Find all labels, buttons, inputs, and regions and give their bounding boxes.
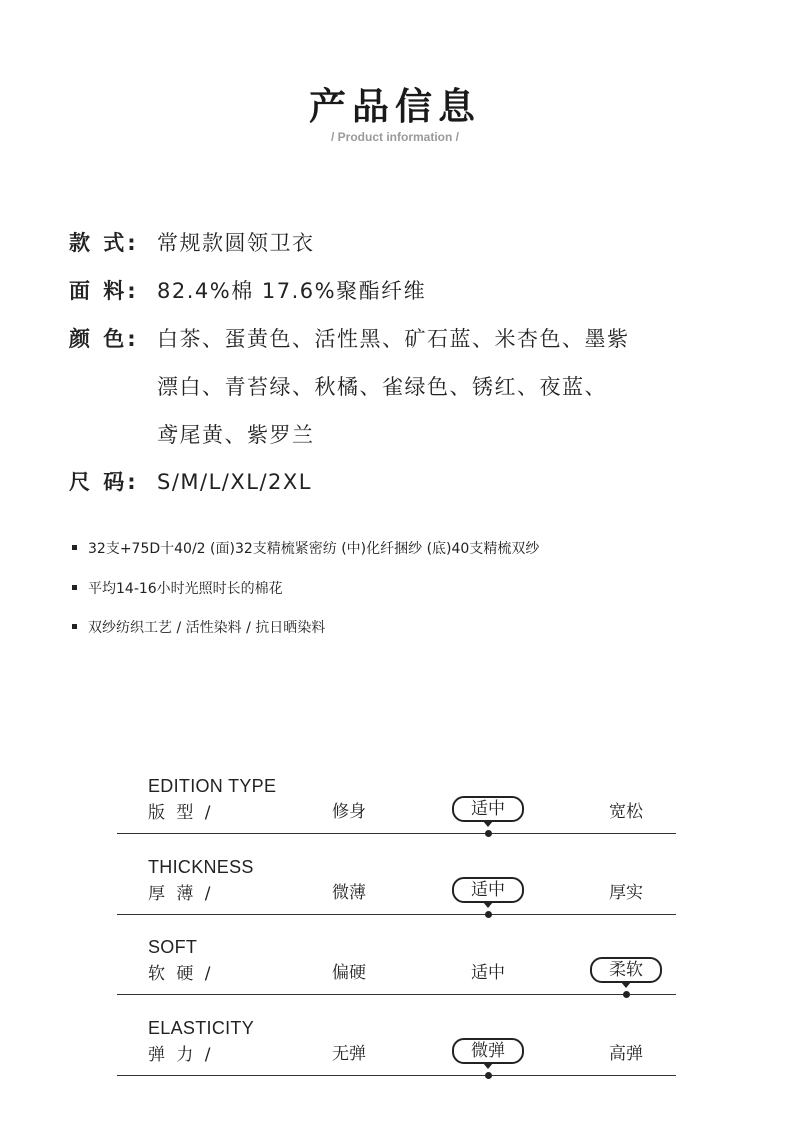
scale-divider [117, 914, 676, 915]
scale-divider [117, 833, 676, 834]
scale-option-selected: 柔软 [590, 957, 662, 983]
scale-thickness [117, 855, 676, 935]
bullet-dot-icon [72, 624, 77, 629]
scale-title-en: SOFT [148, 937, 198, 957]
spec-colors-row [69, 327, 719, 447]
scale-marker-dot [485, 830, 492, 837]
spec-style-label: 款 式: [69, 231, 139, 255]
scale-option: 微薄 [332, 883, 366, 903]
spec-style-row [69, 231, 315, 255]
spec-colors-line: 鸢尾黄、紫罗兰 [157, 423, 315, 447]
page-title: 产品信息 [309, 85, 481, 128]
bullet-item [72, 538, 539, 558]
scale-title-cn: 厚 薄 / [148, 884, 214, 904]
page-subtitle: / Product information / [331, 130, 459, 144]
scale-marker-dot [623, 991, 630, 998]
spec-fabric-label: 面 料: [69, 279, 139, 303]
scale-divider [117, 1075, 676, 1076]
scale-title-en: ELASTICITY [148, 1018, 255, 1038]
spec-colors-line: 漂白、青苔绿、秋橘、雀绿色、锈红、夜蓝、 [157, 375, 607, 399]
scale-elasticity [117, 1016, 676, 1096]
bullet-text: 平均14-16小时光照时长的棉花 [88, 581, 283, 597]
scale-option: 修身 [332, 802, 366, 822]
scale-option: 厚实 [609, 883, 643, 903]
scale-title-en: EDITION TYPE [148, 776, 277, 796]
spec-colors-line: 白茶、蛋黄色、活性黑、矿石蓝、米杏色、墨紫 [157, 327, 630, 351]
spec-size-value: S/M/L/XL/2XL [157, 470, 312, 494]
spec-colors-label: 颜 色: [69, 327, 139, 351]
scale-marker-dot [485, 911, 492, 918]
spec-style-value: 常规款圆领卫衣 [157, 231, 315, 255]
scale-title-cn: 版 型 / [148, 803, 214, 823]
scale-marker-dot [485, 1072, 492, 1079]
scale-edition-type [117, 774, 676, 854]
scale-option: 偏硬 [332, 963, 366, 983]
spec-fabric-value: 82.4%棉 17.6%聚酯纤维 [157, 279, 427, 303]
bullet-text: 32支+75D十40/2 (面)32支精梳紧密纺 (中)化纤捆纱 (底)40支精梳双纱 [88, 541, 540, 557]
scale-title-cn: 弹 力 / [148, 1045, 214, 1065]
scale-option-selected: 适中 [452, 796, 524, 822]
spec-size-label: 尺 码: [69, 470, 139, 494]
scale-title-cn: 软 硬 / [148, 964, 214, 984]
scale-divider [117, 994, 676, 995]
scale-option: 高弹 [609, 1044, 643, 1064]
scale-option: 适中 [471, 963, 505, 983]
scale-option: 宽松 [609, 802, 643, 822]
bullet-text: 双纱纺织工艺 / 活性染料 / 抗日晒染料 [88, 620, 326, 636]
spec-size-row [69, 470, 312, 494]
bullet-item [72, 617, 325, 637]
scale-soft [117, 935, 676, 1015]
scale-option-selected: 适中 [452, 877, 524, 903]
spec-fabric-row [69, 279, 426, 303]
bullet-dot-icon [72, 585, 77, 590]
scale-title-en: THICKNESS [148, 857, 254, 877]
scale-option-selected: 微弹 [452, 1038, 524, 1064]
scale-option: 无弹 [332, 1044, 366, 1064]
bullet-dot-icon [72, 545, 77, 550]
bullet-item [72, 578, 283, 598]
